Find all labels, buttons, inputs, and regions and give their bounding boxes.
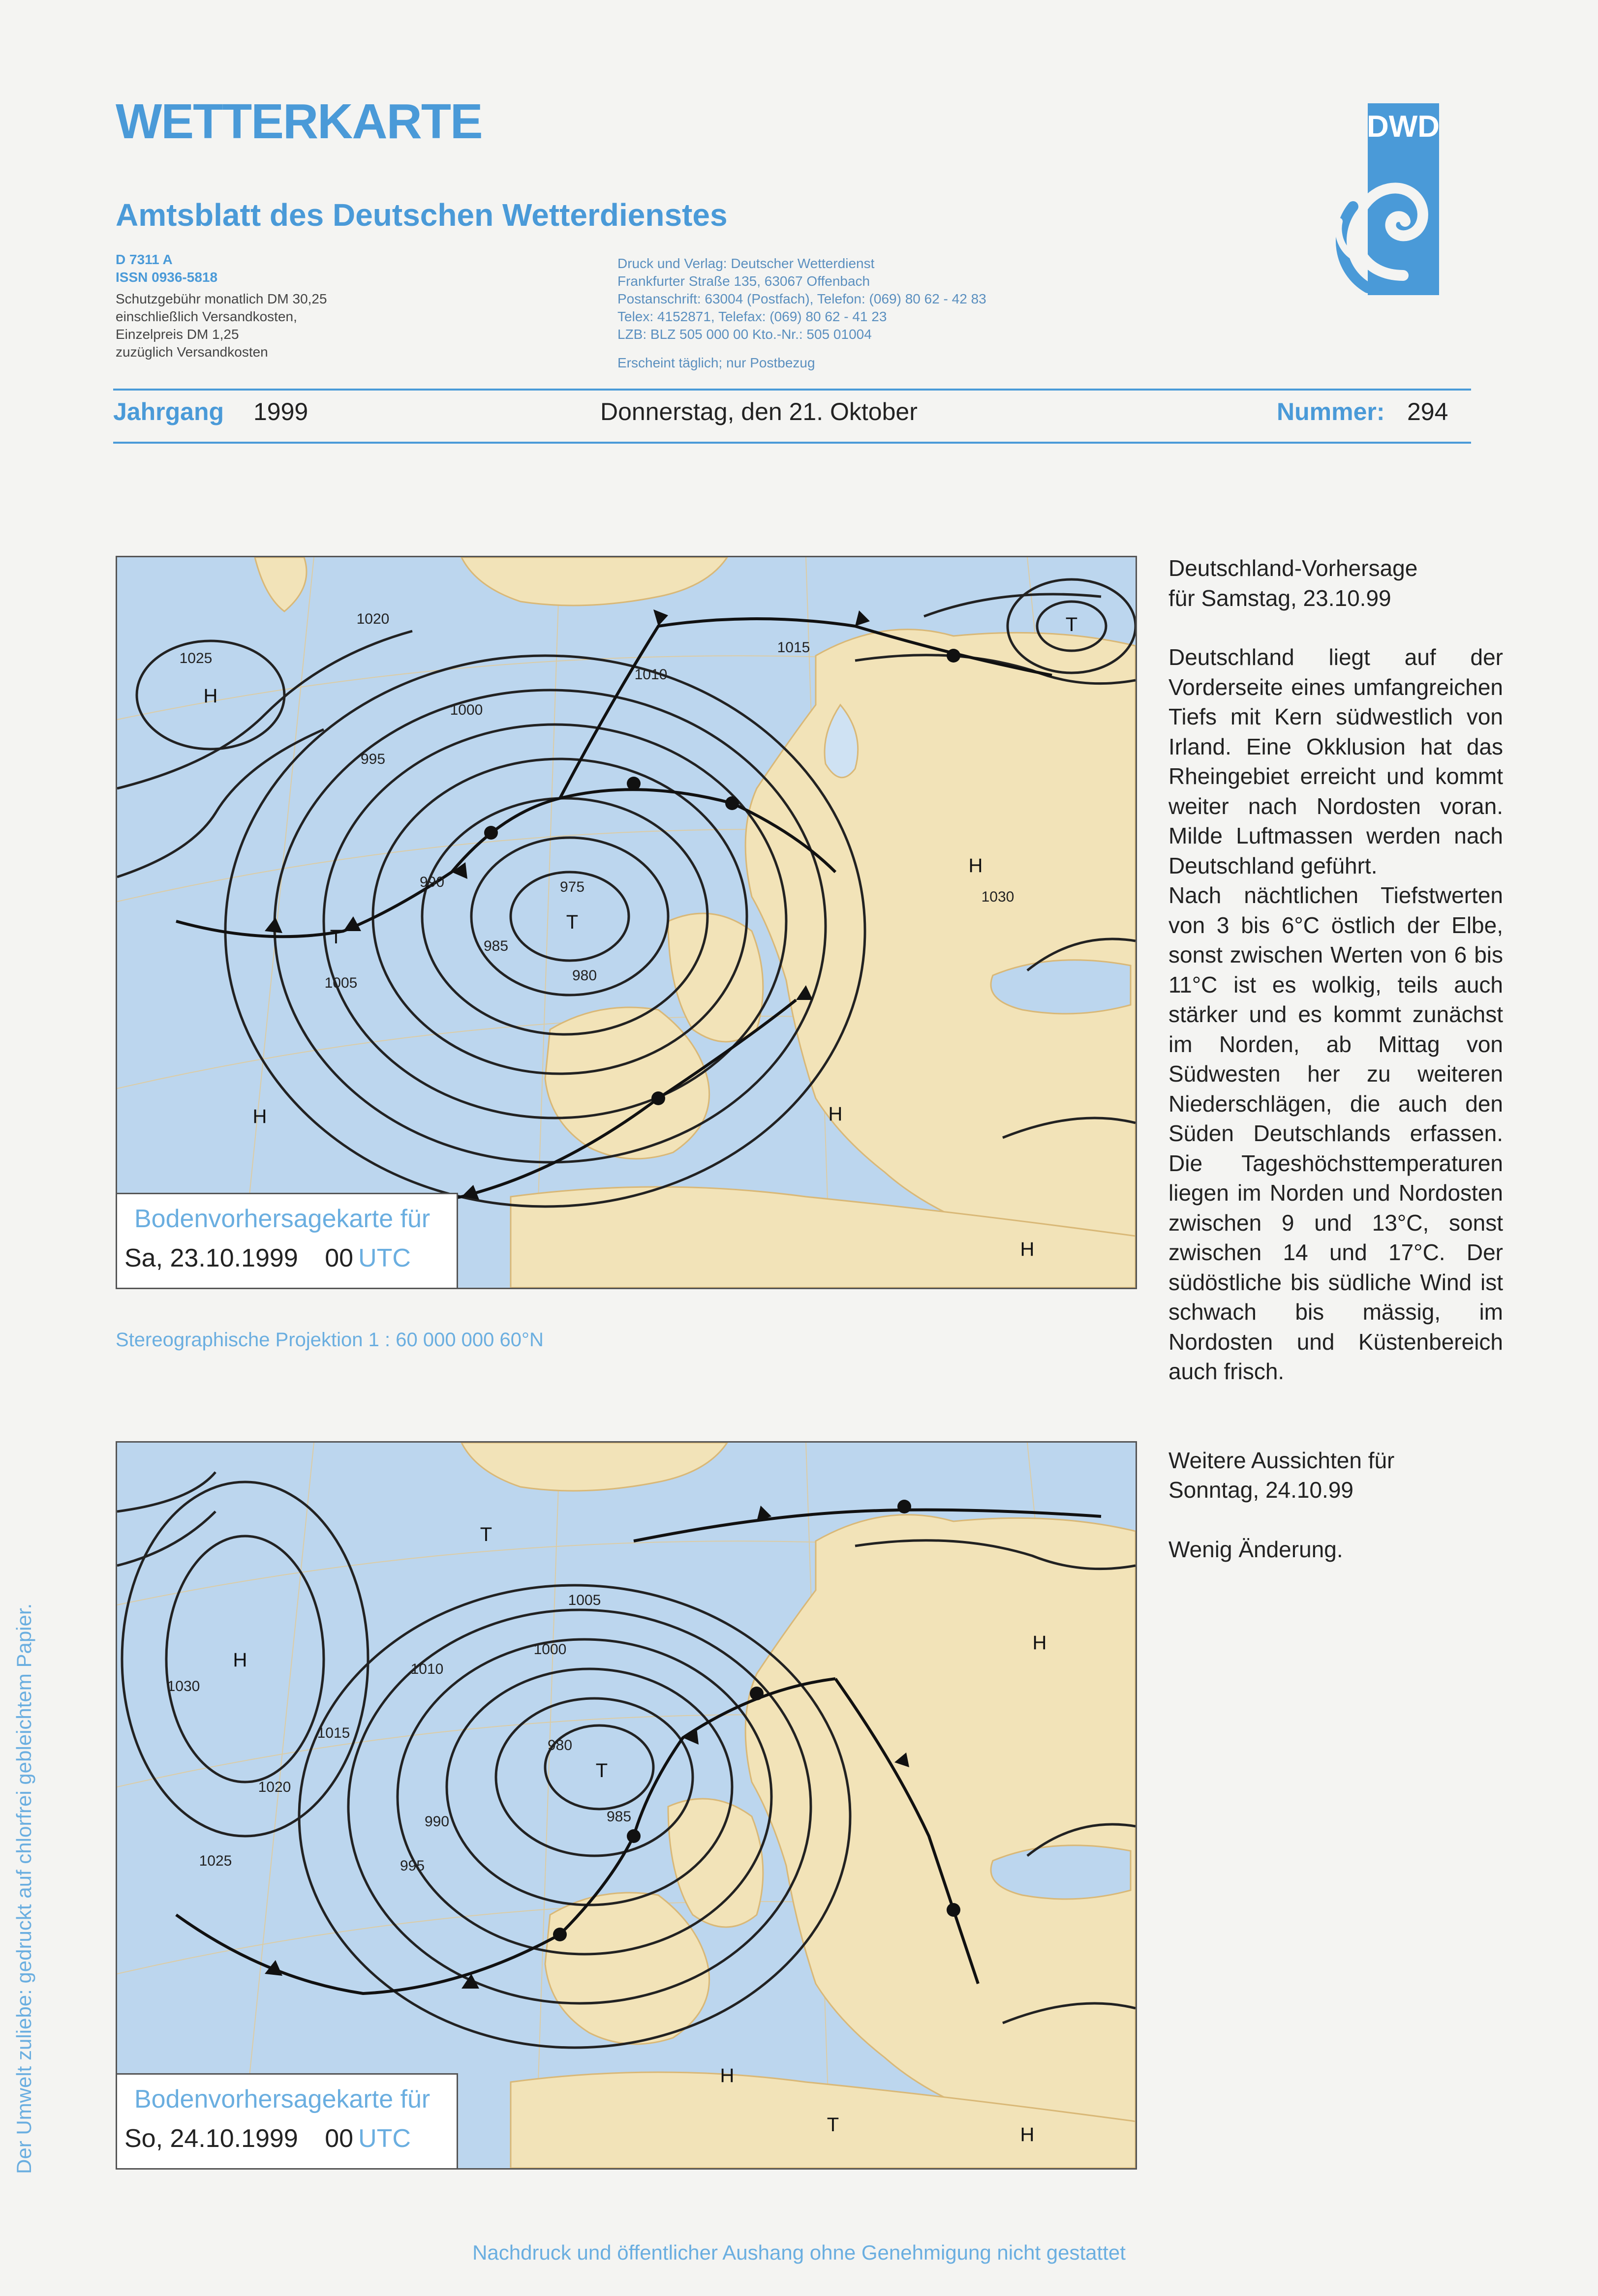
low-pressure-label: T — [595, 1760, 608, 1782]
isobar-label: 1025 — [179, 650, 213, 666]
forecast-paragraph: Nach nächtlichen Tiefstwerten von 3 bis 6°C östlich der Elbe, sonst zwischen Werten von 6 bis 11°C ist es wolkig, teils auch stärker und es kommt zunächst im Norden, ab Mittag von Südwesten her zu weiteren Niederschlägen, die auch den Süden Deutschlands erfassen. Die Tageshöchsttemperaturen liegen im Norden und Nordosten zwischen 9 und 13°C, sonst zwischen 14 und 17°C. Der südöstliche bis südliche Wind ist schwach bis mässig, im Nordosten und Küstenbereich auch frisch. — [1168, 882, 1503, 1384]
map-caption-date — [124, 1243, 411, 1273]
isobar-label: 1005 — [324, 975, 358, 991]
isobar-label: 1015 — [317, 1725, 350, 1741]
high-pressure-label: H — [1020, 1239, 1035, 1260]
low-pressure-label: T — [480, 1524, 492, 1545]
header-rule-bottom — [113, 442, 1471, 444]
outlook-text: Wenig Änderung. — [1168, 1536, 1343, 1562]
isobar-label: 985 — [483, 938, 509, 954]
isobar-label: 990 — [419, 874, 445, 890]
isobar-label: 1030 — [981, 889, 1014, 905]
fee-line: Schutzgebühr monatlich DM 30,25 — [116, 291, 327, 306]
high-pressure-label: H — [828, 1103, 843, 1125]
issue-date: Donnerstag, den 21. Oktober — [600, 398, 918, 425]
forecast-text — [1168, 553, 1503, 1564]
map-utc: UTC — [358, 1244, 411, 1272]
isobar-label: 1025 — [199, 1853, 232, 1869]
isobar-label: 975 — [559, 879, 585, 895]
projection-note: Stereographische Projektion 1 : 60 000 000 60°N — [116, 1329, 544, 1351]
forecast-heading: Deutschland-Vorhersage — [1168, 555, 1418, 581]
isobar-label: 1000 — [533, 1641, 567, 1658]
outlook-date: Sonntag, 24.10.99 — [1168, 1477, 1353, 1503]
publisher-info — [617, 255, 986, 372]
fee-line: Einzelpreis DM 1,25 — [116, 327, 239, 342]
isobar-label: 995 — [360, 751, 386, 767]
isobar-label: 1020 — [356, 611, 390, 627]
fee-line: einschließlich Versandkosten, — [116, 309, 297, 324]
forecast-date: für Samstag, 23.10.99 — [1168, 585, 1391, 611]
map-caption-title: Bodenvorhersagekarte für — [134, 1205, 430, 1233]
number-label: Nummer: — [1277, 398, 1385, 425]
surface-forecast-map-2 — [116, 1441, 1137, 2170]
high-pressure-label: H — [252, 1106, 267, 1127]
high-pressure-label: H — [233, 1649, 247, 1671]
high-pressure-label: H — [203, 685, 218, 707]
isobar-label: 1030 — [167, 1678, 200, 1694]
isobar-label: 1015 — [777, 639, 810, 656]
frequency-note: Erscheint täglich; nur Postbezug — [617, 355, 815, 370]
map-hour: 00 — [325, 2124, 354, 2153]
isobar-label: 1010 — [634, 666, 668, 683]
isobar-label: 980 — [547, 1737, 573, 1753]
publication-code: D 7311 A — [116, 252, 173, 267]
map-2-drawing — [117, 1443, 1136, 2168]
forecast-paragraph: Deutschland liegt auf der Vorderseite eines umfangreichen Tiefs mit Kern südwestlich von Irland. Eine Okklusion hat das Rheingebiet erreicht und kommt weiter nach Nordosten voran. Milde Luftmassen werden nach Deutschland geführt. — [1168, 644, 1503, 878]
isobar-label: 1000 — [450, 702, 483, 718]
fee-line: zuzüglich Versandkosten — [116, 344, 268, 360]
header-rule-top — [113, 389, 1471, 391]
isobar-label: 1020 — [258, 1779, 291, 1795]
map-2-caption — [117, 2073, 458, 2168]
isobar-label: 1010 — [410, 1661, 444, 1677]
high-pressure-label: H — [1032, 1632, 1047, 1654]
map-hour: 00 — [325, 1244, 354, 1272]
isobar-label: 985 — [606, 1809, 632, 1825]
isobar-label: 980 — [572, 967, 597, 984]
publisher-line: Frankfurter Straße 135, 63067 Offenbach — [617, 273, 870, 289]
map-caption-date — [124, 2124, 411, 2153]
publisher-line: Postanschrift: 63004 (Postfach), Telefon: (069) 80 62 - 42 83 — [617, 291, 986, 306]
dwd-logo-text: DWD — [1366, 110, 1440, 144]
page-title: WETTERKARTE — [116, 94, 482, 149]
issue-row — [113, 397, 1471, 437]
sidebar-note: Der Umwelt zuliebe: gedruckt auf chlorfrei gebleichtem Papier. — [12, 1603, 35, 2174]
high-pressure-label: H — [720, 2065, 735, 2086]
map-caption-title: Bodenvorhersagekarte für — [134, 2085, 430, 2114]
year-label: Jahrgang — [113, 398, 224, 425]
isobar-label: 995 — [400, 1858, 425, 1874]
footer-note: Nachdruck und öffentlicher Aushang ohne Genehmigung nicht gestattet — [472, 2241, 1126, 2264]
low-pressure-label: T — [1065, 614, 1078, 635]
surface-forecast-map-1 — [116, 556, 1137, 1289]
number-value: 294 — [1407, 398, 1448, 425]
map-1-drawing — [117, 557, 1136, 1288]
isobar-label: 990 — [424, 1813, 450, 1830]
publisher-line: Telex: 4152871, Telefax: (069) 80 62 - 41 23 — [617, 309, 887, 324]
page-subtitle: Amtsblatt des Deutschen Wetterdienstes — [116, 197, 728, 233]
map-date: Sa, 23.10.1999 — [124, 1244, 298, 1272]
map-utc: UTC — [358, 2124, 411, 2153]
publisher-line: LZB: BLZ 505 000 00 Kto.-Nr.: 505 01004 — [617, 327, 872, 342]
low-pressure-label: T — [566, 911, 579, 933]
year-value: 1999 — [253, 398, 308, 425]
outlook-heading: Weitere Aussichten für — [1168, 1447, 1395, 1473]
publisher-line: Druck und Verlag: Deutscher Wetterdienst — [617, 256, 875, 271]
issn: ISSN 0936-5818 — [116, 270, 218, 285]
low-pressure-label: T — [827, 2114, 839, 2136]
subscription-info — [116, 251, 327, 361]
high-pressure-label: H — [968, 855, 983, 876]
high-pressure-label: H — [1020, 2124, 1035, 2145]
map-1-caption — [117, 1193, 458, 1288]
map-date: So, 24.10.1999 — [124, 2124, 298, 2153]
dwd-logo — [1309, 98, 1446, 295]
isobar-label: 1005 — [568, 1592, 601, 1608]
low-pressure-label: T — [330, 926, 342, 948]
